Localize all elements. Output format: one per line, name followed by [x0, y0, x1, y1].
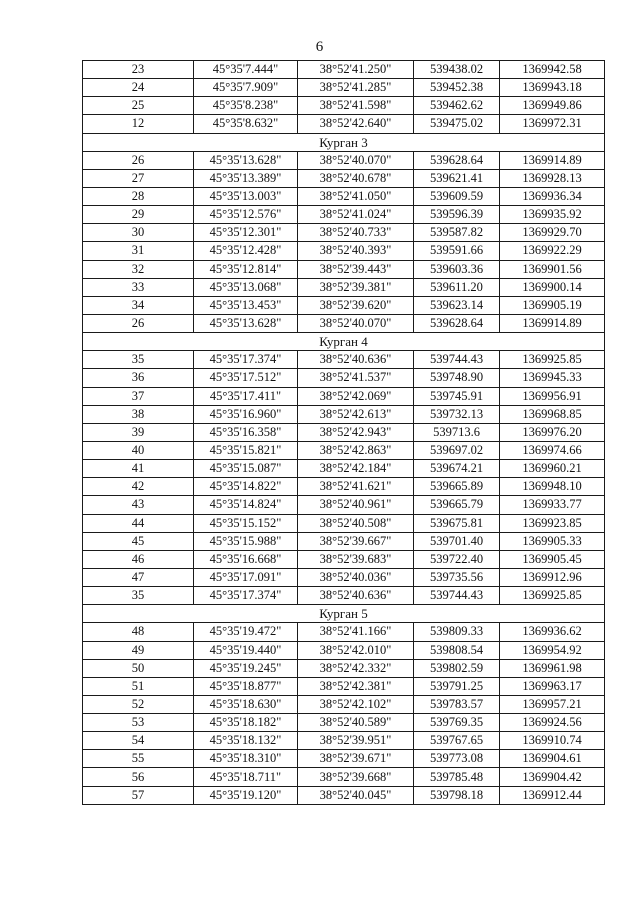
longitude-cell: 38°52'40.393": [298, 242, 414, 260]
y-coordinate-cell: 1369905.45: [500, 550, 605, 568]
table-row: [83, 659, 605, 677]
x-coordinate-cell: 539452.38: [414, 79, 500, 97]
point-number-cell: 47: [83, 568, 194, 586]
y-coordinate-cell: 1369904.61: [500, 750, 605, 768]
y-coordinate-cell: 1369905.33: [500, 532, 605, 550]
latitude-cell: 45°35'16.668": [194, 550, 298, 568]
coordinates-table-body: [83, 61, 605, 805]
longitude-cell: 38°52'40.508": [298, 514, 414, 532]
longitude-cell: 38°52'42.332": [298, 659, 414, 677]
point-number-cell: 57: [83, 786, 194, 804]
longitude-cell: 38°52'40.678": [298, 169, 414, 187]
y-coordinate-cell: 1369976.20: [500, 423, 605, 441]
table-row: [83, 405, 605, 423]
latitude-cell: 45°35'12.301": [194, 224, 298, 242]
y-coordinate-cell: 1369925.85: [500, 351, 605, 369]
longitude-cell: 38°52'42.613": [298, 405, 414, 423]
coordinates-table: [82, 60, 605, 805]
y-coordinate-cell: 1369924.56: [500, 714, 605, 732]
table-row: [83, 496, 605, 514]
point-number-cell: 46: [83, 550, 194, 568]
latitude-cell: 45°35'13.068": [194, 278, 298, 296]
latitude-cell: 45°35'19.440": [194, 641, 298, 659]
latitude-cell: 45°35'16.960": [194, 405, 298, 423]
x-coordinate-cell: 539675.81: [414, 514, 500, 532]
point-number-cell: 32: [83, 260, 194, 278]
longitude-cell: 38°52'41.285": [298, 79, 414, 97]
y-coordinate-cell: 1369923.85: [500, 514, 605, 532]
point-number-cell: 35: [83, 351, 194, 369]
y-coordinate-cell: 1369935.92: [500, 206, 605, 224]
latitude-cell: 45°35'19.120": [194, 786, 298, 804]
x-coordinate-cell: 539722.40: [414, 550, 500, 568]
x-coordinate-cell: 539808.54: [414, 641, 500, 659]
point-number-cell: 29: [83, 206, 194, 224]
longitude-cell: 38°52'40.045": [298, 786, 414, 804]
table-row: [83, 387, 605, 405]
table-row: [83, 768, 605, 786]
latitude-cell: 45°35'18.182": [194, 714, 298, 732]
x-coordinate-cell: 539769.35: [414, 714, 500, 732]
latitude-cell: 45°35'17.374": [194, 351, 298, 369]
x-coordinate-cell: 539438.02: [414, 61, 500, 79]
x-coordinate-cell: 539609.59: [414, 187, 500, 205]
table-row: [83, 732, 605, 750]
latitude-cell: 45°35'17.411": [194, 387, 298, 405]
x-coordinate-cell: 539713.6: [414, 423, 500, 441]
table-row: [83, 623, 605, 641]
latitude-cell: 45°35'17.512": [194, 369, 298, 387]
latitude-cell: 45°35'15.988": [194, 532, 298, 550]
longitude-cell: 38°52'40.636": [298, 587, 414, 605]
x-coordinate-cell: 539791.25: [414, 677, 500, 695]
y-coordinate-cell: 1369914.89: [500, 151, 605, 169]
y-coordinate-cell: 1369945.33: [500, 369, 605, 387]
y-coordinate-cell: 1369925.85: [500, 587, 605, 605]
table-row: [83, 423, 605, 441]
y-coordinate-cell: 1369936.62: [500, 623, 605, 641]
point-number-cell: 30: [83, 224, 194, 242]
x-coordinate-cell: 539587.82: [414, 224, 500, 242]
point-number-cell: 33: [83, 278, 194, 296]
section-header-row: [83, 333, 605, 351]
y-coordinate-cell: 1369963.17: [500, 677, 605, 695]
longitude-cell: 38°52'41.250": [298, 61, 414, 79]
table-row: [83, 79, 605, 97]
longitude-cell: 38°52'42.069": [298, 387, 414, 405]
y-coordinate-cell: 1369905.19: [500, 296, 605, 314]
longitude-cell: 38°52'40.589": [298, 714, 414, 732]
point-number-cell: 35: [83, 587, 194, 605]
longitude-cell: 38°52'41.598": [298, 97, 414, 115]
point-number-cell: 26: [83, 314, 194, 332]
table-row: [83, 478, 605, 496]
point-number-cell: 55: [83, 750, 194, 768]
point-number-cell: 52: [83, 695, 194, 713]
x-coordinate-cell: 539697.02: [414, 441, 500, 459]
point-number-cell: 24: [83, 79, 194, 97]
table-row: [83, 460, 605, 478]
latitude-cell: 45°35'8.632": [194, 115, 298, 133]
point-number-cell: 12: [83, 115, 194, 133]
longitude-cell: 38°52'41.166": [298, 623, 414, 641]
table-row: [83, 206, 605, 224]
table-row: [83, 587, 605, 605]
x-coordinate-cell: 539621.41: [414, 169, 500, 187]
longitude-cell: 38°52'39.683": [298, 550, 414, 568]
longitude-cell: 38°52'40.961": [298, 496, 414, 514]
latitude-cell: 45°35'17.374": [194, 587, 298, 605]
y-coordinate-cell: 1369943.18: [500, 79, 605, 97]
y-coordinate-cell: 1369912.96: [500, 568, 605, 586]
table-row: [83, 187, 605, 205]
table-row: [83, 97, 605, 115]
x-coordinate-cell: 539748.90: [414, 369, 500, 387]
table-row: [83, 278, 605, 296]
y-coordinate-cell: 1369960.21: [500, 460, 605, 478]
latitude-cell: 45°35'15.087": [194, 460, 298, 478]
point-number-cell: 41: [83, 460, 194, 478]
longitude-cell: 38°52'41.621": [298, 478, 414, 496]
y-coordinate-cell: 1369956.91: [500, 387, 605, 405]
longitude-cell: 38°52'42.381": [298, 677, 414, 695]
latitude-cell: 45°35'16.358": [194, 423, 298, 441]
x-coordinate-cell: 539767.65: [414, 732, 500, 750]
y-coordinate-cell: 1369933.77: [500, 496, 605, 514]
x-coordinate-cell: 539596.39: [414, 206, 500, 224]
table-row: [83, 351, 605, 369]
x-coordinate-cell: 539628.64: [414, 151, 500, 169]
longitude-cell: 38°52'39.620": [298, 296, 414, 314]
x-coordinate-cell: 539623.14: [414, 296, 500, 314]
x-coordinate-cell: 539809.33: [414, 623, 500, 641]
table-row: [83, 641, 605, 659]
latitude-cell: 45°35'8.238": [194, 97, 298, 115]
point-number-cell: 53: [83, 714, 194, 732]
y-coordinate-cell: 1369954.92: [500, 641, 605, 659]
table-row: [83, 532, 605, 550]
x-coordinate-cell: 539665.89: [414, 478, 500, 496]
table-row: [83, 260, 605, 278]
point-number-cell: 44: [83, 514, 194, 532]
table-row: [83, 151, 605, 169]
point-number-cell: 37: [83, 387, 194, 405]
y-coordinate-cell: 1369974.66: [500, 441, 605, 459]
table-row: [83, 514, 605, 532]
x-coordinate-cell: 539674.21: [414, 460, 500, 478]
longitude-cell: 38°52'39.443": [298, 260, 414, 278]
latitude-cell: 45°35'13.003": [194, 187, 298, 205]
section-header-row: [83, 133, 605, 151]
latitude-cell: 45°35'17.091": [194, 568, 298, 586]
longitude-cell: 38°52'40.036": [298, 568, 414, 586]
table-row: [83, 296, 605, 314]
latitude-cell: 45°35'7.444": [194, 61, 298, 79]
table-row: [83, 61, 605, 79]
table-row: [83, 568, 605, 586]
longitude-cell: 38°52'39.668": [298, 768, 414, 786]
latitude-cell: 45°35'13.628": [194, 151, 298, 169]
point-number-cell: 50: [83, 659, 194, 677]
y-coordinate-cell: 1369912.44: [500, 786, 605, 804]
y-coordinate-cell: 1369936.34: [500, 187, 605, 205]
longitude-cell: 38°52'40.636": [298, 351, 414, 369]
latitude-cell: 45°35'12.428": [194, 242, 298, 260]
y-coordinate-cell: 1369948.10: [500, 478, 605, 496]
point-number-cell: 54: [83, 732, 194, 750]
point-number-cell: 39: [83, 423, 194, 441]
latitude-cell: 45°35'12.576": [194, 206, 298, 224]
latitude-cell: 45°35'18.132": [194, 732, 298, 750]
table-row: [83, 115, 605, 133]
y-coordinate-cell: 1369900.14: [500, 278, 605, 296]
page-number: 6: [315, 39, 324, 55]
x-coordinate-cell: 539701.40: [414, 532, 500, 550]
point-number-cell: 31: [83, 242, 194, 260]
longitude-cell: 38°52'42.010": [298, 641, 414, 659]
table-row: [83, 441, 605, 459]
point-number-cell: 51: [83, 677, 194, 695]
latitude-cell: 45°35'18.711": [194, 768, 298, 786]
x-coordinate-cell: 539628.64: [414, 314, 500, 332]
latitude-cell: 45°35'18.310": [194, 750, 298, 768]
point-number-cell: 56: [83, 768, 194, 786]
point-number-cell: 28: [83, 187, 194, 205]
section-header-row: [83, 605, 605, 623]
table-row: [83, 786, 605, 804]
longitude-cell: 38°52'42.640": [298, 115, 414, 133]
y-coordinate-cell: 1369961.98: [500, 659, 605, 677]
point-number-cell: 43: [83, 496, 194, 514]
longitude-cell: 38°52'40.733": [298, 224, 414, 242]
section-title: Курган 5: [83, 605, 605, 623]
y-coordinate-cell: 1369928.13: [500, 169, 605, 187]
point-number-cell: 38: [83, 405, 194, 423]
longitude-cell: 38°52'39.951": [298, 732, 414, 750]
longitude-cell: 38°52'41.537": [298, 369, 414, 387]
table-row: [83, 750, 605, 768]
y-coordinate-cell: 1369929.70: [500, 224, 605, 242]
section-title: Курган 3: [83, 133, 605, 151]
x-coordinate-cell: 539783.57: [414, 695, 500, 713]
latitude-cell: 45°35'7.909": [194, 79, 298, 97]
latitude-cell: 45°35'12.814": [194, 260, 298, 278]
table-row: [83, 550, 605, 568]
x-coordinate-cell: 539591.66: [414, 242, 500, 260]
point-number-cell: 34: [83, 296, 194, 314]
latitude-cell: 45°35'13.453": [194, 296, 298, 314]
longitude-cell: 38°52'41.024": [298, 206, 414, 224]
x-coordinate-cell: 539462.62: [414, 97, 500, 115]
x-coordinate-cell: 539773.08: [414, 750, 500, 768]
x-coordinate-cell: 539735.56: [414, 568, 500, 586]
latitude-cell: 45°35'13.389": [194, 169, 298, 187]
x-coordinate-cell: 539798.18: [414, 786, 500, 804]
x-coordinate-cell: 539745.91: [414, 387, 500, 405]
latitude-cell: 45°35'13.628": [194, 314, 298, 332]
y-coordinate-cell: 1369914.89: [500, 314, 605, 332]
point-number-cell: 45: [83, 532, 194, 550]
section-title: Курган 4: [83, 333, 605, 351]
point-number-cell: 25: [83, 97, 194, 115]
longitude-cell: 38°52'42.102": [298, 695, 414, 713]
y-coordinate-cell: 1369968.85: [500, 405, 605, 423]
table-row: [83, 677, 605, 695]
x-coordinate-cell: 539611.20: [414, 278, 500, 296]
x-coordinate-cell: 539802.59: [414, 659, 500, 677]
longitude-cell: 38°52'41.050": [298, 187, 414, 205]
table-row: [83, 314, 605, 332]
x-coordinate-cell: 539603.36: [414, 260, 500, 278]
table-row: [83, 169, 605, 187]
point-number-cell: 49: [83, 641, 194, 659]
latitude-cell: 45°35'18.630": [194, 695, 298, 713]
point-number-cell: 23: [83, 61, 194, 79]
point-number-cell: 26: [83, 151, 194, 169]
table-row: [83, 695, 605, 713]
x-coordinate-cell: 539475.02: [414, 115, 500, 133]
longitude-cell: 38°52'42.863": [298, 441, 414, 459]
table-row: [83, 242, 605, 260]
table-row: [83, 369, 605, 387]
longitude-cell: 38°52'42.943": [298, 423, 414, 441]
x-coordinate-cell: 539744.43: [414, 351, 500, 369]
longitude-cell: 38°52'39.381": [298, 278, 414, 296]
latitude-cell: 45°35'14.822": [194, 478, 298, 496]
y-coordinate-cell: 1369949.86: [500, 97, 605, 115]
x-coordinate-cell: 539665.79: [414, 496, 500, 514]
latitude-cell: 45°35'19.245": [194, 659, 298, 677]
latitude-cell: 45°35'15.152": [194, 514, 298, 532]
y-coordinate-cell: 1369922.29: [500, 242, 605, 260]
longitude-cell: 38°52'40.070": [298, 314, 414, 332]
y-coordinate-cell: 1369910.74: [500, 732, 605, 750]
latitude-cell: 45°35'19.472": [194, 623, 298, 641]
longitude-cell: 38°52'40.070": [298, 151, 414, 169]
point-number-cell: 36: [83, 369, 194, 387]
y-coordinate-cell: 1369957.21: [500, 695, 605, 713]
table-row: [83, 224, 605, 242]
y-coordinate-cell: 1369904.42: [500, 768, 605, 786]
point-number-cell: 42: [83, 478, 194, 496]
x-coordinate-cell: 539785.48: [414, 768, 500, 786]
point-number-cell: 40: [83, 441, 194, 459]
x-coordinate-cell: 539732.13: [414, 405, 500, 423]
longitude-cell: 38°52'39.671": [298, 750, 414, 768]
latitude-cell: 45°35'15.821": [194, 441, 298, 459]
latitude-cell: 45°35'18.877": [194, 677, 298, 695]
longitude-cell: 38°52'39.667": [298, 532, 414, 550]
y-coordinate-cell: 1369972.31: [500, 115, 605, 133]
longitude-cell: 38°52'42.184": [298, 460, 414, 478]
x-coordinate-cell: 539744.43: [414, 587, 500, 605]
table-row: [83, 714, 605, 732]
latitude-cell: 45°35'14.824": [194, 496, 298, 514]
point-number-cell: 27: [83, 169, 194, 187]
y-coordinate-cell: 1369901.56: [500, 260, 605, 278]
y-coordinate-cell: 1369942.58: [500, 61, 605, 79]
point-number-cell: 48: [83, 623, 194, 641]
